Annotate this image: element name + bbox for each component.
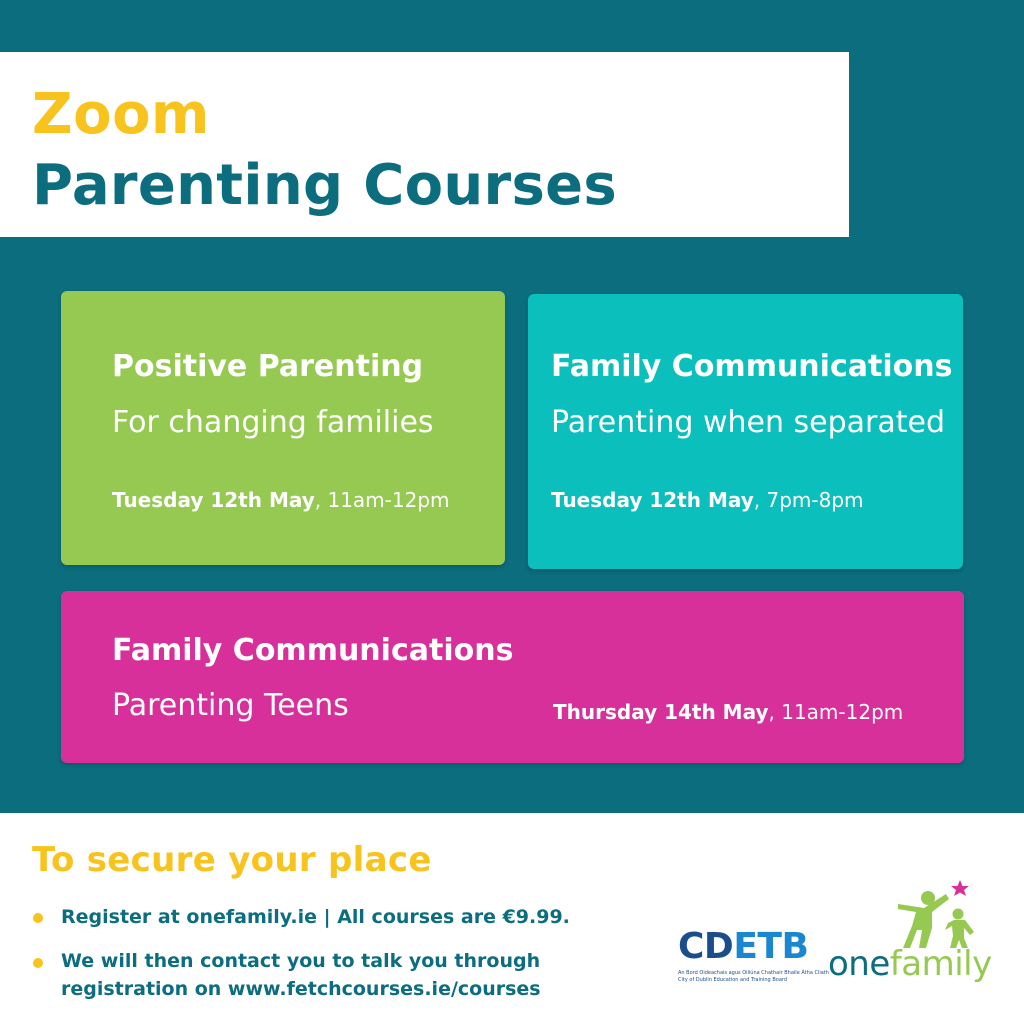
course-date: Tuesday 12th May [112, 488, 315, 512]
star-icon [951, 880, 969, 896]
onefamily-wordmark [828, 944, 992, 984]
course-subtitle: For changing families [112, 405, 434, 440]
course-subtitle: Parenting when separated [551, 405, 946, 440]
family-figures-icon [828, 878, 1008, 948]
course-datetime [551, 487, 864, 513]
cdetb-logo [678, 926, 829, 992]
course-subtitle: Parenting Teens [112, 688, 349, 723]
course-card-positive-parenting [61, 291, 505, 565]
course-title: Positive Parenting [112, 349, 424, 384]
course-card-family-communications-teens [61, 591, 964, 763]
title-zoom: Zoom [32, 82, 210, 147]
course-time: , 7pm-8pm [753, 488, 864, 512]
course-title: Family Communications [112, 633, 514, 668]
footer-bullet-register: Register at onefamily.ie | All courses are €9.99. [61, 906, 570, 928]
footer-bullet-contact-line2: registration on www.fetchcourses.ie/courses [61, 978, 541, 1000]
footer-bullet-contact-line1: We will then contact you to talk you through [61, 950, 541, 972]
footer-heading: To secure your place [32, 840, 432, 880]
onefamily-family: family [889, 944, 992, 984]
course-datetime [112, 487, 450, 513]
onefamily-one: one [828, 944, 890, 984]
course-time: , 11am-12pm [314, 488, 450, 512]
course-time: , 11am-12pm [768, 700, 904, 724]
bullet-dot-icon [33, 913, 43, 923]
course-datetime [553, 699, 903, 725]
onefamily-logo [828, 878, 1008, 988]
cdetb-etb: ETB [733, 926, 809, 967]
course-title: Family Communications [551, 349, 953, 384]
cdetb-wordmark [678, 928, 808, 966]
cdetb-cd: CD [678, 926, 734, 967]
bullet-dot-icon [33, 958, 43, 968]
course-date: Thursday 14th May [553, 700, 769, 724]
course-date: Tuesday 12th May [551, 488, 754, 512]
page-title: Parenting Courses [32, 153, 618, 218]
cdetb-english-name: City of Dublin Education and Training Board [678, 977, 788, 983]
course-card-family-communications-separated [528, 294, 963, 569]
cdetb-irish-name: An Bord Oideachais agus Oiliúna Chathair Bhaile Átha Cliath [678, 970, 829, 976]
